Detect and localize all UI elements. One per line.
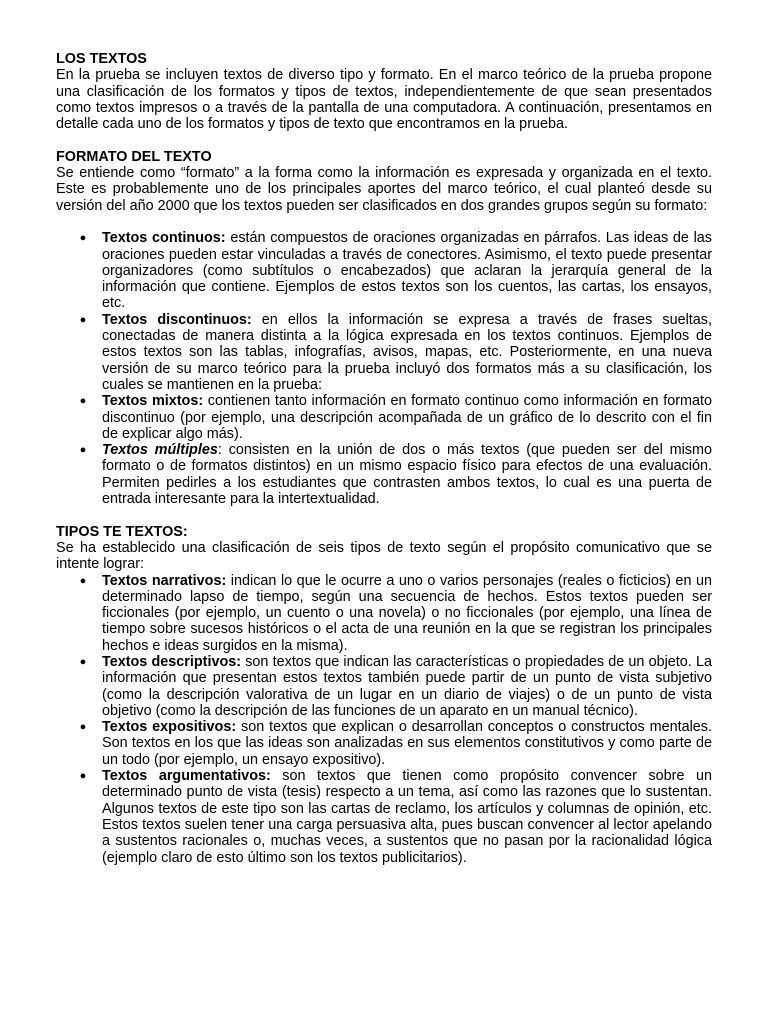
tipos-paragraph: Se ha establecido una clasificación de seis tipos de texto según el propósito comunicativo que se intente lograr: [56, 539, 712, 573]
term-label: Textos múltiples [102, 442, 218, 459]
list-item-textos-mixtos [79, 393, 712, 442]
list-item-textos-narrativos [79, 572, 712, 654]
term-label: Textos argumentativos: [102, 768, 271, 785]
formato-list [56, 230, 712, 507]
term-description: son textos que indican las características o propiedades de un objeto. La información que presentan estos textos también puede partir de un punto de vista subjetivo (como la descripción valorativa de un lugar en un diario de viajes) o de un punto de vista objetivo (como la descripción de las funciones de un aparato en un manual técnico). [102, 653, 712, 719]
section-heading-tipos: TIPOS TE TEXTOS: [56, 523, 188, 540]
list-item-textos-discontinuos [79, 311, 712, 393]
spacer [56, 132, 712, 148]
term-description: : consisten en la unión de dos o más textos (que pueden ser del mismo formato o de formatos distintos) en un mismo espacio físico para efectos de una evaluación. Permiten pedirles a los estudiantes que contrasten ambos textos, lo cual es una puerta de entrada interesante para la intertextualidad. [102, 442, 712, 508]
list-item-textos-descriptivos [79, 653, 712, 719]
section-heading-formato: FORMATO DEL TEXTO [56, 148, 212, 165]
term-label: Textos descriptivos: [102, 653, 242, 670]
term-label: Textos continuos: [102, 230, 226, 247]
spacer [56, 507, 712, 523]
formato-paragraph: Se entiende como “formato” a la forma como la información es expresada y organizada en el texto. Este es probablemente uno de los principales aportes del marco teórico, el cual planteó desde su versión del año 2000 que los textos pueden ser clasificados en dos grandes grupos según su formato: [56, 165, 712, 214]
bullet-icon: ● [79, 721, 87, 734]
term-description: son textos que explican o desarrollan conceptos o constructos mentales. Son textos en los que las ideas son analizadas en sus elementos constitutivos y como parte de un todo (por ejemplo, un ensayo expositivo). [102, 719, 712, 768]
term-label: Textos mixtos: [102, 393, 204, 410]
spacer [56, 214, 712, 230]
list-item-textos-expositivos [79, 719, 712, 768]
term-label: Textos narrativos: [102, 572, 227, 589]
bullet-icon: ● [79, 313, 87, 326]
bullet-icon: ● [79, 770, 87, 783]
bullet-icon: ● [79, 395, 87, 408]
term-description: indican lo que le ocurre a uno o varios personajes (reales o ficticios) en un determinado lapso de tiempo, según una secuencia de hechos. Estos textos pueden ser ficcionales (por ejemplo, un cuento o una novela) o no ficcionales (por ejemplo, una línea de tiempo sobre sucesos históricos o el acta de una reunión en la que se registran los principales hechos e ideas surgidos en la misma). [102, 572, 712, 654]
term-description: están compuestos de oraciones organizadas en párrafos. Las ideas de las oraciones pueden estar vinculadas a través de conectores. Asimismo, el texto puede presentar organizadores (como subtítulos o encabezados) que aclaran la jerarquía general de la información que contiene. Ejemplos de estos textos son los cuentos, las cartas, los ensayos, etc. [102, 230, 712, 312]
bullet-icon: ● [79, 444, 87, 457]
tipos-list [56, 573, 712, 866]
term-label: Textos discontinuos: [102, 311, 252, 328]
list-item-textos-multiples [79, 442, 712, 508]
term-description: en ellos la información se expresa a través de frases sueltas, conectadas de manera distinta a la lógica expresada en los textos continuos. Ejemplos de estos textos son las tablas, infografías, avisos, mapas, etc. Posteriormente, en una nueva versión de su marco teórico para la prueba incluyó dos formatos más a su clasificación, los cuales se mantienen en la prueba: [102, 311, 712, 393]
list-item-textos-continuos [79, 230, 712, 312]
term-description: son textos que tienen como propósito convencer sobre un determinado punto de vista (tesis) respecto a un tema, así como las razones que lo sustentan. Algunos textos de este tipo son las cartas de reclamo, los artículos y columnas de opinión, etc. Estos textos suelen tener una carga persuasiva alta, pues buscan convencer al lector apelando a sustentos racionales o, muchas veces, a sustentos que no pasan por la racionalidad lógica (ejemplo claro de esto último son los textos publicitarios). [102, 768, 712, 866]
term-label: Textos expositivos: [102, 719, 237, 736]
term-description: contienen tanto información en formato continuo como información en formato discontinuo (por ejemplo, una descripción acompañada de un gráfico de lo descrito con el fin de explicar algo más). [102, 393, 712, 442]
bullet-icon: ● [79, 574, 87, 587]
section-heading-los-textos: LOS TEXTOS [56, 51, 147, 67]
bullet-icon: ● [79, 655, 87, 668]
intro-paragraph: En la prueba se incluyen textos de diverso tipo y formato. En el marco teórico de la prueba propone una clasificación de los formatos y tipos de textos, independientemente de que sean presentados como textos impresos o a través de la pantalla de una computadora. A continuación, presentamos en detalle cada uno de los formatos y tipos de texto que encontramos en la prueba. [56, 67, 712, 133]
list-item-textos-argumentativos [79, 768, 712, 866]
bullet-icon: ● [79, 232, 87, 245]
